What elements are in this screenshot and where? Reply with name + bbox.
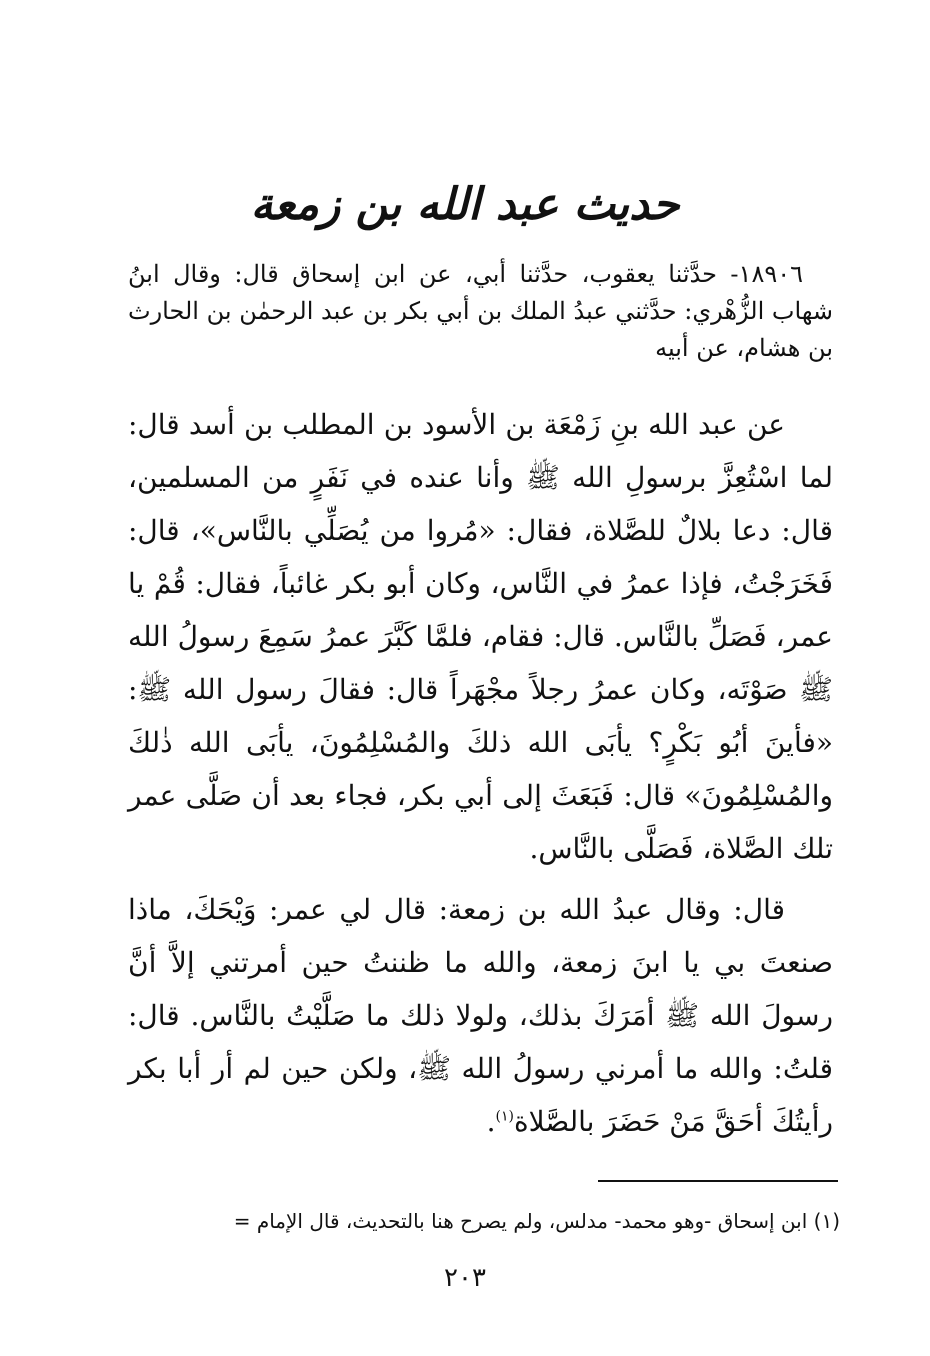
page-number: ٢٠٣ xyxy=(444,1263,486,1293)
sentence-end: . xyxy=(486,1105,496,1138)
isnad-paragraph xyxy=(128,256,833,367)
hadith-text: قال: وقال عبدُ الله بن زمعة: قال لي عمر: وَيْحَكَ، ماذا صنعتَ بي يا ابنَ زمعة، والله ما ظننتُ حين أمرتني إلاَّ أنَّ رسولَ الله ﷺ أمَرَكَ بذلك، ولولا ذلك ما صَلَّيْتُ بالنَّاس. قال: قلتُ: والله ما أمرني رسولُ الله ﷺ، ولكن حين لم أر أبا بكر رأيتُكَ أحَقَّ مَنْ حَضَرَ بالصَّلاة xyxy=(128,893,833,1138)
hadith-paragraph-2 xyxy=(128,883,833,1148)
footnote: (١) ابن إسحاق -وهو محمد- مدلس، ولم يصرح هنا بالتحديث، قال الإمام = xyxy=(233,1209,840,1233)
chapter-title: حديث عبد الله بن زمعة xyxy=(250,179,680,230)
footnote-reference[interactable]: (١) xyxy=(495,1108,514,1125)
hadith-text: عن عبد الله بنِ زَمْعَة بن الأسود بن المطلب بن أسد قال: لما اسْتُعِزَّ برسولِ الله ﷺ وأنا عنده في نَفَرٍ من المسلمين، قال: دعا بلالٌ للصَّلاة، فقال: «مُروا من يُصَلِّي بالنَّاس»، قال: فَخَرَجْتُ، فإذا عمرُ في النَّاس، وكان أبو بكر غائباً، فقال: قُمْ يا عمر، فَصَلِّ بالنَّاس. قال: فقام، فلمَّا كَبَّرَ عمرُ سَمِعَ رسولُ الله ﷺ صَوْتَه، وكان عمرُ رجلاً مجْهَراً قال: فقالَ رسول الله ﷺ: «فأينَ أبُو بَكْرٍ؟ يأبَى الله ذلكَ والمُسْلِمُونَ، يأبَى الله ذٰلكَ والمُسْلِمُونَ» قال: فَبَعَثَ إلى أبي بكر، فجاء بعد أن صَلَّى عمر تلك الصَّلاة، فَصَلَّى بالنَّاس. xyxy=(128,408,833,865)
hadith-paragraph-1 xyxy=(128,398,833,875)
hadith-number: ١٨٩٠٦ xyxy=(738,260,803,288)
footnote-separator xyxy=(598,1180,838,1182)
isnad-text: - حدَّثنا يعقوب، حدَّثنا أبي، عن ابن إسحاق قال: وقال ابنُ شهاب الزُّهْري: حدَّثني عبدُ الملك بن أبي بكر بن عبد الرحمٰن بن الحارث بن هشام، عن أبيه xyxy=(128,260,833,362)
